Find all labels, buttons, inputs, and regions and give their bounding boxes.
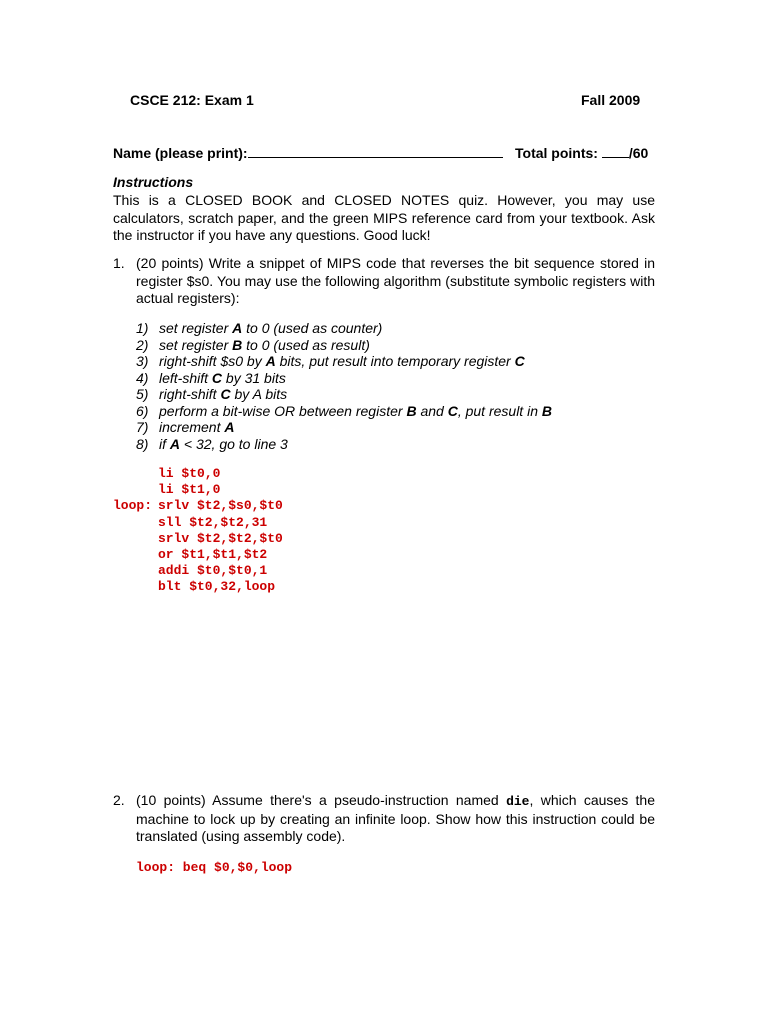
die-keyword: die	[506, 794, 530, 809]
question-2-answer-code: loop: beq $0,$0,loop	[136, 860, 293, 875]
name-field-row	[113, 143, 503, 161]
code-line: blt $t0,32,loop	[158, 579, 276, 595]
code-line: sll $t2,$t2,31	[158, 514, 268, 530]
algorithm-step: 7) increment A	[136, 419, 235, 435]
mips-answer-code	[113, 466, 283, 596]
question-1-text: (20 points) Write a snippet of MIPS code that reverses the bit sequence stored in register $s0. You may use the following algorithm (substitute symbolic registers with actual registers):	[136, 255, 655, 306]
algorithm-step: 4) left-shift C by 31 bits	[136, 369, 286, 386]
code-line: srlv $t2,$t2,$t0	[158, 530, 283, 546]
code-line: loop: srlv $t2,$s0,$t0	[113, 498, 283, 514]
term-label: Fall 2009	[581, 92, 641, 108]
instructions-text: This is a CLOSED BOOK and CLOSED NOTES quiz. However, you may use calculators, scratch paper, and the green MIPS reference card from your textbook. Ask the instructor if you have any questions. Good luck!	[113, 192, 655, 243]
question-2-number: 2.	[113, 792, 125, 808]
question-1-number: 1.	[113, 255, 125, 271]
question-2-text: (10 points) Assume there's a pseudo-instruction named die, which causes the machine to lock up by creating an infinite loop. Show how this instruction could be translated (using assembly code).	[136, 792, 656, 844]
course-title: CSCE 212: Exam 1	[130, 92, 254, 108]
total-points-row	[515, 143, 648, 161]
name-label: Name (please print):	[113, 145, 248, 161]
name-underline	[248, 143, 503, 158]
algorithm-step: 8) if A < 32, go to line 3	[136, 435, 288, 452]
code-line: or $t1,$t1,$t2	[158, 547, 268, 563]
algorithm-step: 6) perform a bit-wise OR between register B and C, put result in B	[136, 402, 552, 419]
algorithm-steps	[136, 320, 552, 452]
total-value: /60	[628, 145, 649, 161]
code-line: li $t1,0	[158, 482, 221, 498]
total-blank	[602, 143, 629, 158]
code-line: addi $t0,$t0,1	[158, 563, 268, 579]
algorithm-step: 2) set register B to 0 (used as result)	[136, 336, 370, 353]
instructions-heading: Instructions	[113, 174, 194, 190]
total-label: Total points:	[515, 145, 602, 161]
algorithm-step: 5) right-shift C by A bits	[136, 386, 288, 402]
code-line: li $t0,0	[158, 466, 221, 481]
algorithm-step: 1) set register A to 0 (used as counter)	[136, 320, 383, 336]
algorithm-step: 3) right-shift $s0 by A bits, put result into temporary register C	[136, 353, 525, 369]
